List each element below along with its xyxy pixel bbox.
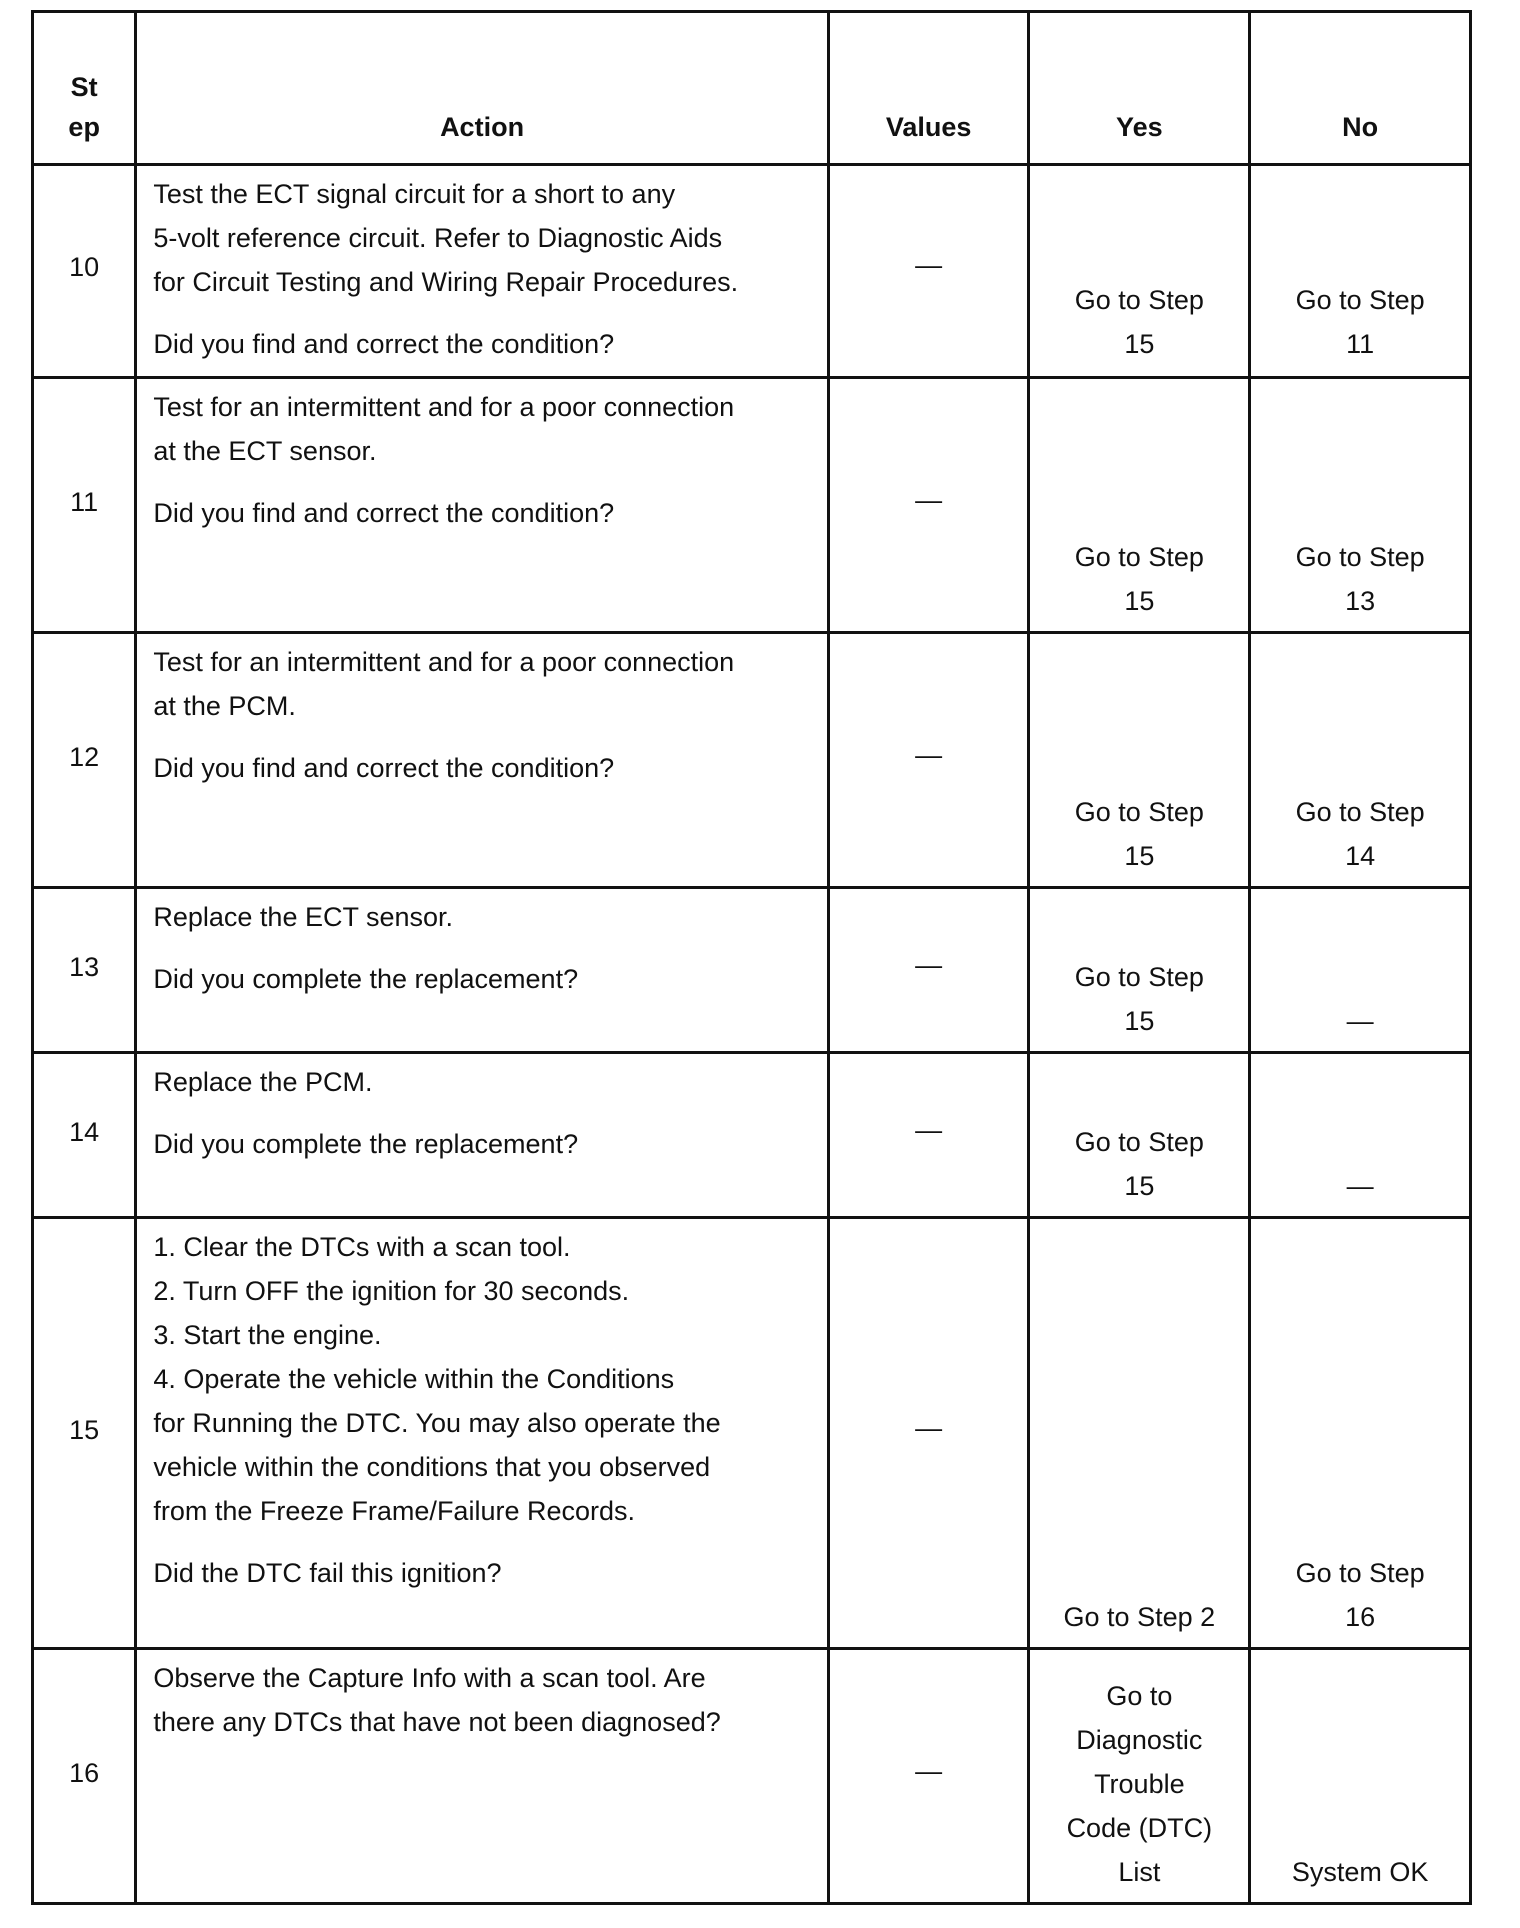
no-cell: [1250, 378, 1471, 633]
yes-text: 15: [1124, 329, 1155, 359]
yes-text: Go to Step: [1074, 797, 1204, 827]
yes-cell: [1029, 1218, 1250, 1649]
action-cell: [136, 1649, 828, 1904]
table-row: [33, 633, 1471, 888]
step-number: 16: [69, 1758, 100, 1788]
action-line: at the ECT sensor.: [153, 436, 377, 466]
yes-text: 15: [1124, 586, 1155, 616]
action-cell: [136, 888, 828, 1053]
no-text: System OK: [1291, 1857, 1429, 1887]
values-cell: [828, 1218, 1029, 1649]
yes-text: Go to Step: [1074, 285, 1204, 315]
step-number: 14: [69, 1117, 100, 1147]
step-cell: [33, 633, 136, 888]
no-cell: [1250, 1218, 1471, 1649]
action-line: 1. Clear the DTCs with a scan tool.: [153, 1232, 571, 1262]
values-cell: [828, 888, 1029, 1053]
header-values: Values: [828, 12, 1029, 165]
header-yes: Yes: [1029, 12, 1250, 165]
step-cell: [33, 1053, 136, 1218]
table-row: [33, 1218, 1471, 1649]
action-line: Replace the PCM.: [153, 1067, 373, 1097]
action-line: Replace the ECT sensor.: [153, 902, 454, 932]
action-line: 3. Start the engine.: [153, 1320, 382, 1350]
action-line: there any DTCs that have not been diagnosed?: [153, 1707, 721, 1737]
yes-cell: [1029, 378, 1250, 633]
no-text: 11: [1346, 329, 1375, 359]
step-number: 12: [69, 742, 100, 772]
step-cell: [33, 1218, 136, 1649]
table-row: [33, 1053, 1471, 1218]
yes-text: List: [1118, 1857, 1161, 1887]
yes-text: Trouble: [1094, 1769, 1185, 1799]
action-question: Did you find and correct the condition?: [153, 329, 615, 359]
action-cell: [136, 378, 828, 633]
diagnostic-table: [31, 10, 1472, 1905]
values-text: —: [915, 1115, 943, 1145]
action-cell: [136, 1053, 828, 1218]
no-cell: [1250, 165, 1471, 378]
yes-text: 15: [1124, 841, 1155, 871]
yes-text: Go to Step: [1074, 542, 1204, 572]
step-number: 11: [70, 487, 99, 517]
header-step-line2: ep: [68, 112, 100, 142]
no-text: Go to Step: [1295, 285, 1425, 315]
header-step-line1: St: [70, 72, 98, 102]
table-row: [33, 888, 1471, 1053]
table-row: [33, 1649, 1471, 1904]
action-question: Did you find and correct the condition?: [153, 753, 615, 783]
header-no: No: [1250, 12, 1471, 165]
values-cell: [828, 378, 1029, 633]
values-cell: [828, 1053, 1029, 1218]
action-line: vehicle within the conditions that you observed: [153, 1452, 711, 1482]
values-text: —: [915, 250, 943, 280]
action-line: Observe the Capture Info with a scan tool. Are: [153, 1663, 706, 1693]
action-line: 2. Turn OFF the ignition for 30 seconds.: [153, 1276, 630, 1306]
action-line: at the PCM.: [153, 691, 296, 721]
yes-text: Go to: [1106, 1681, 1173, 1711]
action-line: for Running the DTC. You may also operate the: [153, 1408, 721, 1438]
yes-text: Go to Step: [1074, 962, 1204, 992]
no-text: —: [1346, 1171, 1374, 1201]
action-line: Test for an intermittent and for a poor connection: [153, 392, 735, 422]
values-cell: [828, 165, 1029, 378]
no-text: Go to Step: [1295, 1558, 1425, 1588]
values-text: —: [915, 485, 943, 515]
yes-text: Diagnostic: [1076, 1725, 1203, 1755]
action-line: 5-volt reference circuit. Refer to Diagnostic Aids: [153, 223, 723, 253]
no-text: 13: [1345, 586, 1376, 616]
no-text: 16: [1345, 1602, 1376, 1632]
yes-text: Code (DTC): [1066, 1813, 1213, 1843]
yes-cell: [1029, 888, 1250, 1053]
values-cell: [828, 633, 1029, 888]
header-action: Action: [136, 12, 828, 165]
action-line: Test the ECT signal circuit for a short to any: [153, 179, 676, 209]
values-text: —: [915, 740, 943, 770]
no-cell: [1250, 888, 1471, 1053]
values-cell: [828, 1649, 1029, 1904]
yes-text: Go to Step 2: [1063, 1602, 1216, 1632]
no-text: —: [1346, 1006, 1374, 1036]
table-row: [33, 378, 1471, 633]
no-text: Go to Step: [1295, 542, 1425, 572]
yes-text: Go to Step: [1074, 1127, 1204, 1157]
yes-text: 15: [1124, 1171, 1155, 1201]
yes-cell: [1029, 1053, 1250, 1218]
step-cell: [33, 888, 136, 1053]
action-question: Did the DTC fail this ignition?: [153, 1558, 502, 1588]
action-line: for Circuit Testing and Wiring Repair Procedures.: [153, 267, 739, 297]
no-text: 14: [1345, 841, 1376, 871]
table-row: [33, 165, 1471, 378]
action-question: Did you find and correct the condition?: [153, 498, 615, 528]
action-line: Test for an intermittent and for a poor connection: [153, 647, 735, 677]
no-cell: [1250, 1053, 1471, 1218]
step-number: 10: [69, 252, 100, 282]
action-cell: [136, 165, 828, 378]
action-line: from the Freeze Frame/Failure Records.: [153, 1496, 636, 1526]
no-text: Go to Step: [1295, 797, 1425, 827]
step-cell: [33, 165, 136, 378]
action-question: Did you complete the replacement?: [153, 1129, 579, 1159]
header-step: [33, 12, 136, 165]
action-cell: [136, 1218, 828, 1649]
action-question: Did you complete the replacement?: [153, 964, 579, 994]
no-cell: [1250, 1649, 1471, 1904]
yes-cell: [1029, 165, 1250, 378]
no-cell: [1250, 633, 1471, 888]
header-row: [33, 12, 1471, 165]
action-cell: [136, 633, 828, 888]
step-number: 13: [69, 952, 100, 982]
step-number: 15: [69, 1415, 100, 1445]
step-cell: [33, 1649, 136, 1904]
values-text: —: [915, 1413, 943, 1443]
yes-cell: [1029, 633, 1250, 888]
yes-cell: [1029, 1649, 1250, 1904]
yes-text: 15: [1124, 1006, 1155, 1036]
values-text: —: [915, 950, 943, 980]
values-text: —: [915, 1756, 943, 1786]
step-cell: [33, 378, 136, 633]
action-line: 4. Operate the vehicle within the Conditions: [153, 1364, 675, 1394]
